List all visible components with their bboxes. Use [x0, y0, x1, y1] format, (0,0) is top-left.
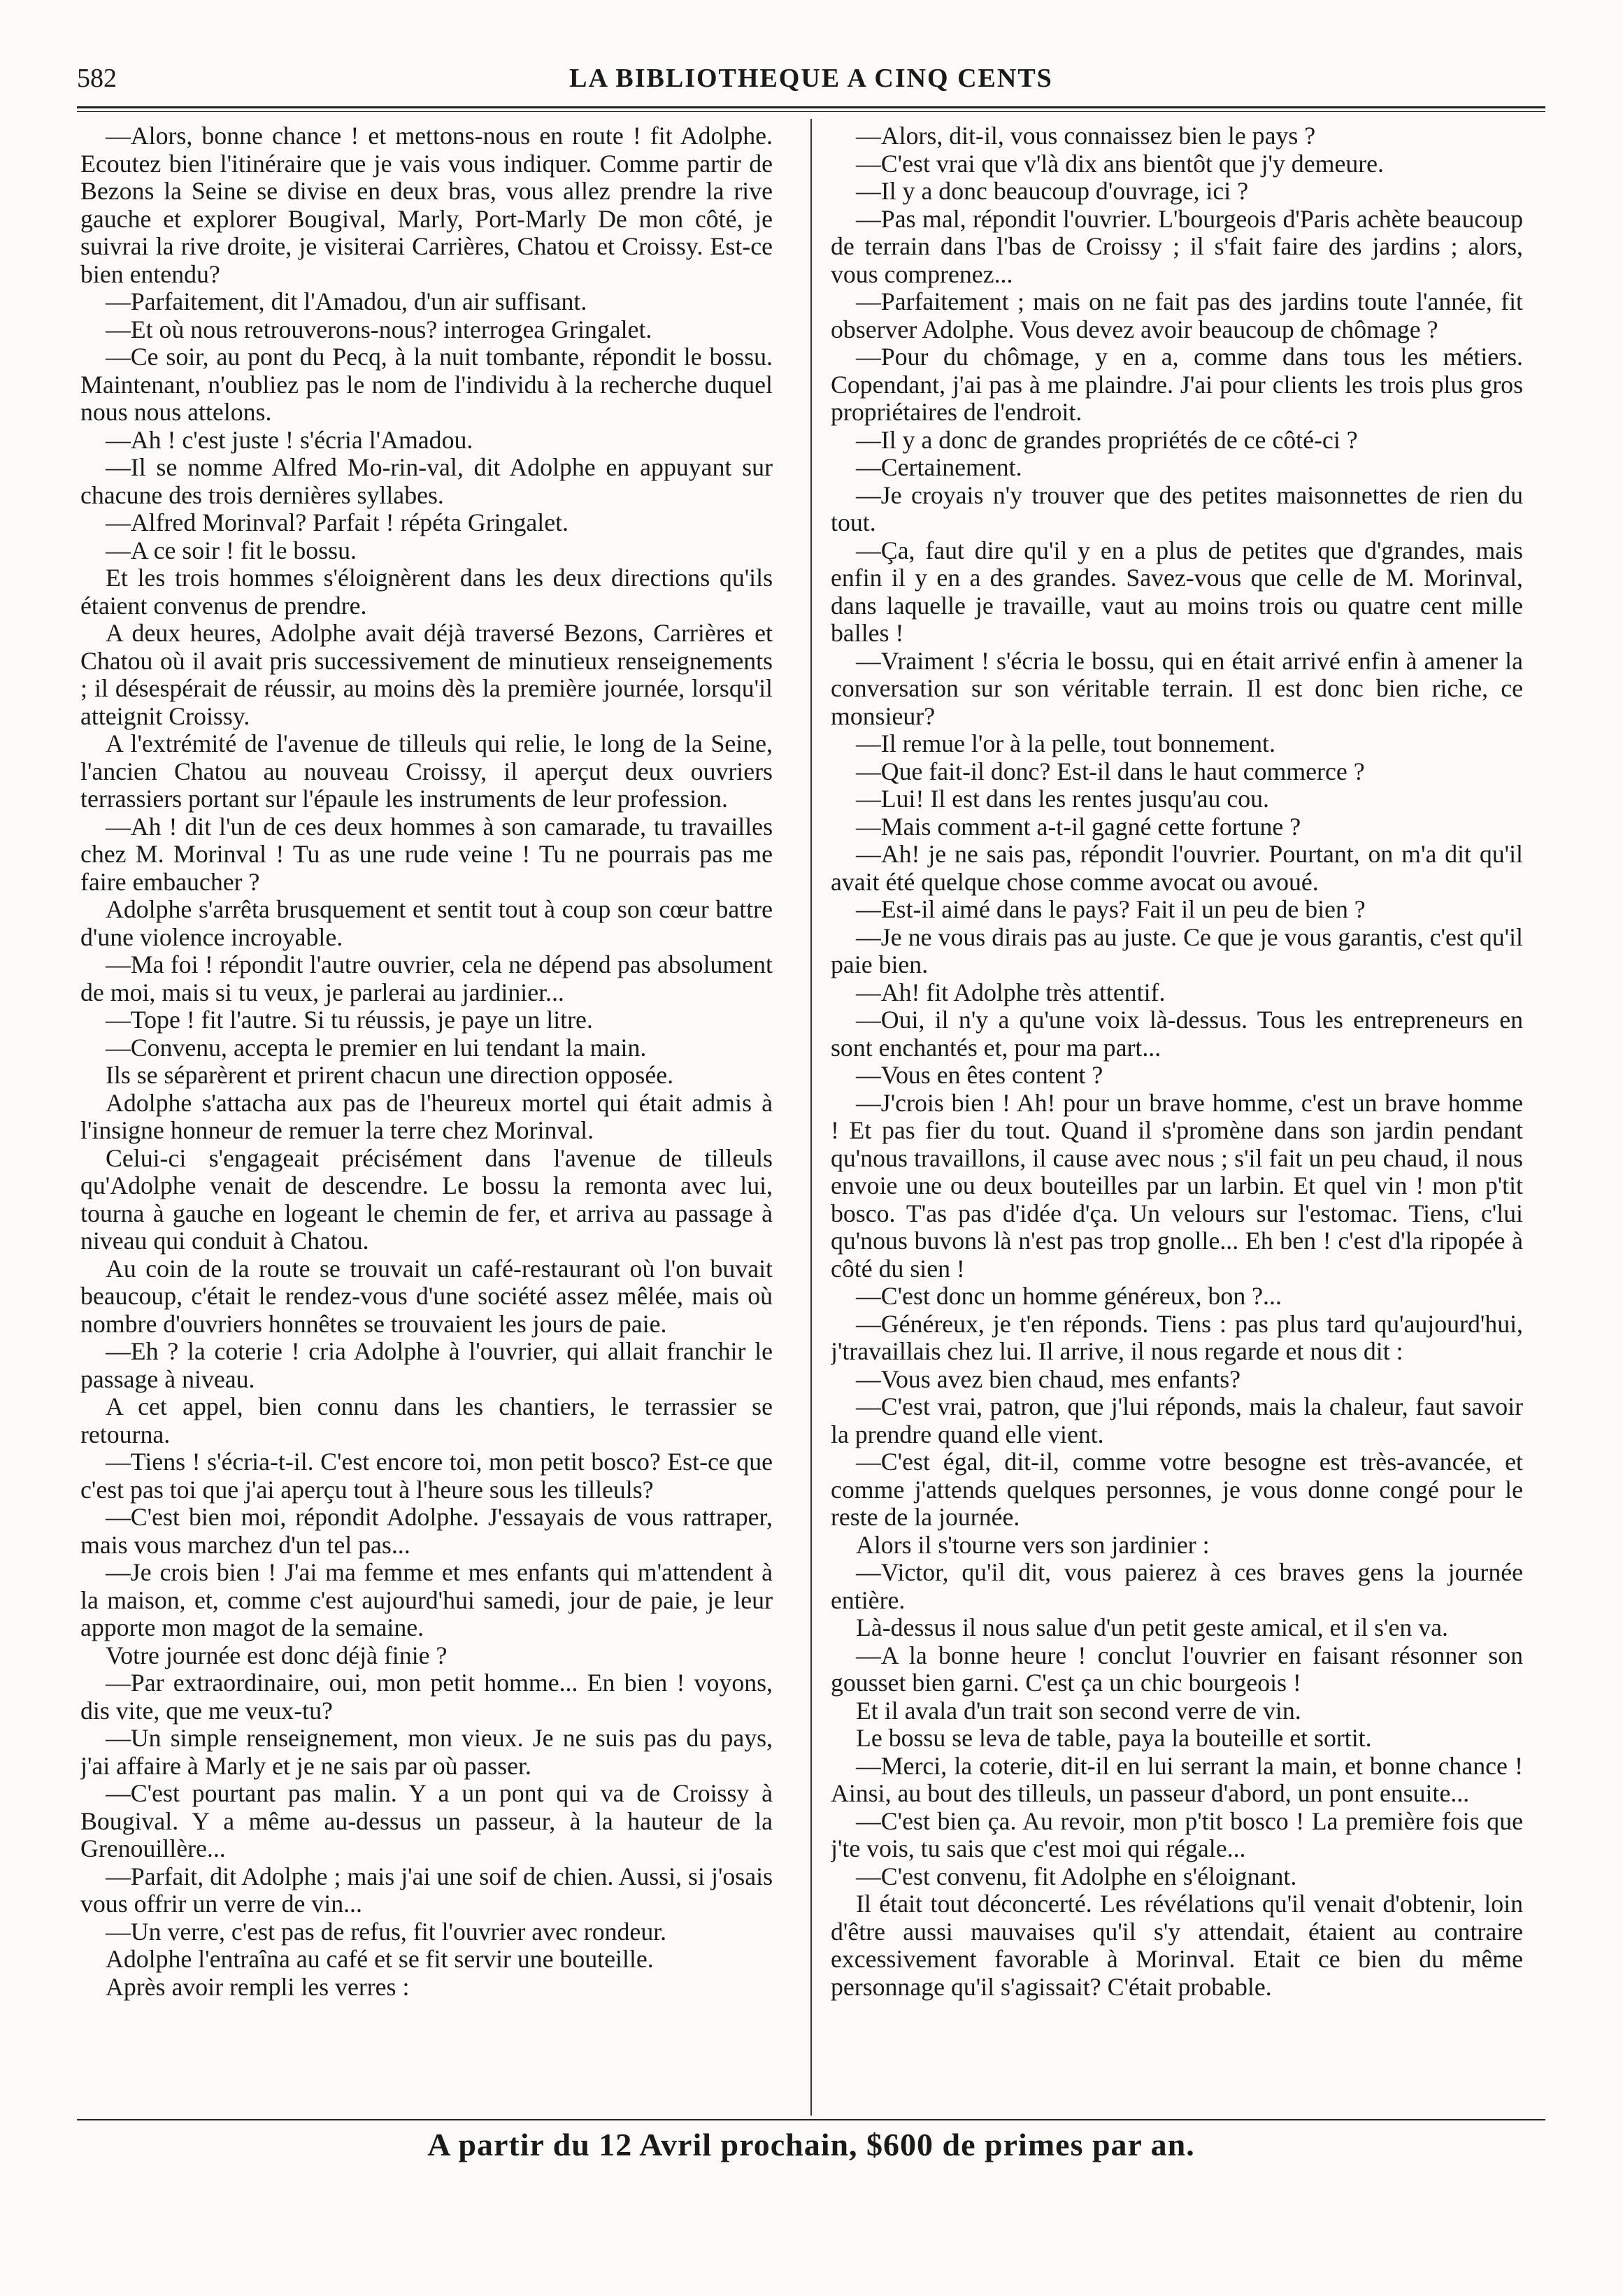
- right-column: [831, 122, 1523, 2112]
- paragraph: —Ma foi ! répondit l'autre ouvrier, cela ne dépend pas absolument de moi, mais si tu veux, je parlerai au jardinier...: [80, 950, 773, 1006]
- paragraph: —Convenu, accepta le premier en lui tendant la main.: [106, 1033, 647, 1062]
- paragraph: Là-dessus il nous salue d'un petit geste amical, et il s'en va.: [856, 1613, 1448, 1641]
- page-header: [77, 63, 1545, 105]
- paragraph: —A ce soir ! fit le bossu.: [106, 536, 357, 564]
- paragraph: —Tope ! fit l'autre. Si tu réussis, je paye un litre.: [106, 1006, 593, 1034]
- paragraph: —C'est bien moi, répondit Adolphe. J'essayais de vous rattraper, mais vous marchez d'un tel pas...: [80, 1503, 773, 1559]
- paragraph: —C'est bien ça. Au revoir, mon p'tit bosco ! La première fois que j'te vois, tu sais que c'est moi qui régale...: [831, 1806, 1523, 1862]
- paragraph: —C'est convenu, fit Adolphe en s'éloignant.: [856, 1862, 1297, 1890]
- paragraph: —Un verre, c'est pas de refus, fit l'ouvrier avec rondeur.: [106, 1917, 667, 1946]
- footer-banner: A partir du 12 Avril prochain, $600 de primes par an.: [427, 2127, 1195, 2162]
- paragraph: —Lui! Il est dans les rentes jusqu'au cou.: [856, 785, 1269, 813]
- paragraph: —Ah! fit Adolphe très attentif.: [856, 978, 1166, 1006]
- paragraph: —Pour du chômage, y en a, comme dans tous les métiers. Copendant, j'ai pas à me plaindre. J'ai pour clients les trois plus gros propriétaires de l'endroit.: [831, 343, 1523, 426]
- paragraph: —Vraiment ! s'écria le bossu, qui en était arrivé enfin à amener la conversation sur son véritable terrain. Il est donc bien riche, ce monsieur?: [831, 646, 1523, 730]
- paragraph: Celui-ci s'engageait précisément dans l'avenue de tilleuls qu'Adolphe venait de descendre. Le bossu la remonta avec lui, tourna à gauche en logeant le chemin de fer, et arriva au passage à niveau qui conduit à Chatou.: [80, 1143, 773, 1255]
- paragraph: —Je ne vous dirais pas au juste. Ce que je vous garantis, c'est qu'il paie bien.: [831, 922, 1523, 978]
- paragraph: Au coin de la route se trouvait un café-restaurant où l'on buvait beaucoup, c'était le rendez-vous d'une société assez mêlée, mais où nombre d'ouvriers honnêtes se trouvaient les jours de paie.: [80, 1254, 773, 1338]
- left-column: [80, 122, 773, 2112]
- paragraph: —Ce soir, au pont du Pecq, à la nuit tombante, répondit le bossu. Maintenant, n'oubliez pas le nom de l'individu à la recherche duquel nous nous attelons.: [80, 343, 773, 426]
- paragraph: —Par extraordinaire, oui, mon petit homme... En bien ! voyons, dis vite, que me veux-tu?: [80, 1669, 773, 1725]
- paragraph: A deux heures, Adolphe avait déjà traversé Bezons, Carrières et Chatou où il avait pris successivement de minutieux renseignements ; il désespérait de réussir, au moins dès la première journée, lorsqu'il atteignit Croissy.: [80, 619, 773, 730]
- paragraph: —Vous avez bien chaud, mes enfants?: [856, 1364, 1241, 1393]
- paragraph: —Tiens ! s'écria-t-il. C'est encore toi, mon petit bosco? Est-ce que c'est pas toi que j'ai aperçu tout à l'heure sous les tilleuls?: [80, 1448, 773, 1504]
- paragraph: Adolphe s'arrêta brusquement et sentit tout à coup son cœur battre d'une violence incroyable.: [80, 895, 773, 951]
- paragraph: —Un simple renseignement, mon vieux. Je ne suis pas du pays, j'ai affaire à Marly et je ne sais par où passer.: [80, 1724, 773, 1780]
- paragraph: —Je crois bien ! J'ai ma femme et mes enfants qui m'attendent à la maison, et, comme c'est aujourd'hui samedi, jour de paie, je leur apporte mon magot de la semaine.: [80, 1558, 773, 1641]
- paragraph: —J'crois bien ! Ah! pour un brave homme, c'est un brave homme ! Et pas fier du tout. Quand il s'promène dans son jardin pendant qu'nous travaillons, il cause avec nous ; s'il fait un peu chaud, il nous envoie une ou deux bouteilles par un larbin. Et quel vin ! mon p'tit bosco. T'as pas d'idée d'ça. Un velours sur l'estomac. Tiens, c'lui qu'nous buvons là n'est pas trop gnolle... Eh ben ! c'est d'la ripopée à côté du sien !: [831, 1088, 1523, 1283]
- paragraph: —Généreux, je t'en réponds. Tiens : pas plus tard qu'aujourd'hui, j'travaillais chez lui. Il arrive, il nous regarde et nous dit :: [831, 1309, 1523, 1365]
- paragraph: —Mais comment a-t-il gagné cette fortune ?: [856, 812, 1301, 841]
- paragraph: —Ah ! c'est juste ! s'écria l'Amadou.: [106, 425, 473, 454]
- paragraph: —Alors, bonne chance ! et mettons-nous en route ! fit Adolphe. Ecoutez bien l'itinéraire que je vais vous indiquer. Comme partir de Bezons la Seine se divise en deux bras, vous allez prendre la rive gauche et explorer Bougival, Marly, Port-Marly De mon côté, je suivrai la rive droite, je visiterai Carrières, Chatou et Croissy. Est-ce bien entendu?: [80, 122, 773, 288]
- paragraph: —Il remue l'or à la pelle, tout bonnement.: [856, 729, 1275, 757]
- header-rule: [77, 106, 1545, 112]
- paragraph: —Merci, la coterie, dit-il en lui serrant la main, et bonne chance ! Ainsi, au bout des tilleuls, un passeur d'abord, un pont ensuite...: [831, 1751, 1523, 1807]
- paragraph: —Alfred Morinval? Parfait ! répéta Gringalet.: [106, 508, 569, 536]
- column-divider: [810, 119, 812, 2116]
- paragraph: Et il avala d'un trait son second verre de vin.: [856, 1696, 1301, 1725]
- paragraph: —C'est égal, dit-il, comme votre besogne est très-avancée, et comme j'attends quelques personnes, je vous donne congé pour le reste de la journée.: [831, 1448, 1523, 1531]
- paragraph: —Parfaitement, dit l'Amadou, d'un air suffisant.: [106, 287, 587, 315]
- paragraph: Il était tout déconcerté. Les révélations qu'il venait d'obtenir, loin d'être aussi mauvaises qu'il s'y attendait, étaient au contraire excessivement favorable à Morinval. Etait ce bien du même personnage qu'il s'agissait? C'était probable.: [831, 1890, 1523, 2001]
- paragraph: —Je croyais n'y trouver que des petites maisonnettes de rien du tout.: [831, 480, 1523, 536]
- running-title: LA BIBLIOTHEQUE A CINQ CENTS: [569, 64, 1053, 93]
- paragraph: Votre journée est donc déjà finie ?: [106, 1641, 448, 1669]
- paragraph: A cet appel, bien connu dans les chantiers, le terrassier se retourna.: [80, 1392, 773, 1448]
- paragraph: Après avoir rempli les verres :: [106, 1972, 410, 2001]
- paragraph: —C'est donc un homme généreux, bon ?...: [856, 1282, 1282, 1310]
- paragraph: —Victor, qu'il dit, vous paierez à ces braves gens la journée entière.: [831, 1558, 1523, 1614]
- paragraph: —C'est pourtant pas malin. Y a un pont qui va de Croissy à Bougival. Y a même au-dessus un passeur, à la hauteur de la Grenouillère...: [80, 1779, 773, 1862]
- paragraph: —Parfait, dit Adolphe ; mais j'ai une soif de chien. Aussi, si j'osais vous offrir un verre de vin...: [80, 1862, 773, 1918]
- paragraph: Le bossu se leva de table, paya la bouteille et sortit.: [856, 1724, 1372, 1752]
- paragraph: —Eh ? la coterie ! cria Adolphe à l'ouvrier, qui allait franchir le passage à niveau.: [80, 1337, 773, 1393]
- paragraph: Adolphe s'attacha aux pas de l'heureux mortel qui était admis à l'insigne honneur de remuer la terre chez Morinval.: [80, 1088, 773, 1144]
- paragraph: —Certainement.: [856, 453, 1022, 481]
- paragraph: Adolphe l'entraîna au café et se fit servir une bouteille.: [106, 1945, 654, 1973]
- paragraph: Ils se séparèrent et prirent chacun une direction opposée.: [106, 1061, 674, 1089]
- paragraph: Et les trois hommes s'éloignèrent dans les deux directions qu'ils étaient convenus de prendre.: [80, 564, 773, 620]
- paragraph: —Il y a donc de grandes propriétés de ce côté-ci ?: [856, 425, 1358, 454]
- paragraph: —Alors, dit-il, vous connaissez bien le pays ?: [856, 122, 1316, 150]
- paragraph: —Ah! je ne sais pas, répondit l'ouvrier. Pourtant, on m'a dit qu'il avait été quelque chose comme avocat ou avoué.: [831, 840, 1523, 896]
- footer-rule: [77, 2119, 1545, 2120]
- paragraph: —Ça, faut dire qu'il y en a plus de petites que d'grandes, mais enfin il y en a des grandes. Savez-vous que celle de M. Morinval, dans laquelle je travaille, vaut au moins trois ou quatre cent mille balles !: [831, 536, 1523, 647]
- paragraph: —C'est vrai, patron, que j'lui réponds, mais la chaleur, faut savoir la prendre quand elle vient.: [831, 1392, 1523, 1448]
- paragraph: —Oui, il n'y a qu'une voix là-dessus. Tous les entrepreneurs en sont enchantés et, pour ma part...: [831, 1006, 1523, 1062]
- paragraph: —Ah ! dit l'un de ces deux hommes à son camarade, tu travailles chez M. Morinval ! Tu as une rude veine ! Tu ne pourrais pas me faire embaucher ?: [80, 812, 773, 896]
- paragraph: —Pas mal, répondit l'ouvrier. L'bourgeois d'Paris achète beaucoup de terrain dans l'bas de Croissy ; il s'fait faire des jardins ; alors, vous comprenez...: [831, 204, 1523, 288]
- paragraph: —Que fait-il donc? Est-il dans le haut commerce ?: [856, 757, 1365, 785]
- paragraph: —Et où nous retrouverons-nous? interrogea Gringalet.: [106, 315, 652, 343]
- paragraph: —Vous en êtes content ?: [856, 1061, 1103, 1089]
- paragraph: —Il y a donc beaucoup d'ouvrage, ici ?: [856, 177, 1249, 205]
- paragraph: —A la bonne heure ! conclut l'ouvrier en faisant résonner son gousset bien garni. C'est ça un chic bourgeois !: [831, 1641, 1523, 1697]
- paragraph: —Il se nomme Alfred Mo-rin-val, dit Adolphe en appuyant sur chacune des trois dernières syllabes.: [80, 453, 773, 509]
- paragraph: —Est-il aimé dans le pays? Fait il un peu de bien ?: [856, 895, 1366, 923]
- paragraph: —Parfaitement ; mais on ne fait pas des jardins toute l'année, fit observer Adolphe. Vous devez avoir beaucoup de chômage ?: [831, 287, 1523, 343]
- page-number: 582: [77, 64, 117, 93]
- paragraph: A l'extrémité de l'avenue de tilleuls qui relie, le long de la Seine, l'ancien Chatou au nouveau Croissy, il aperçut deux ouvriers terrassiers portant sur l'épaule les instruments de leur profession.: [80, 729, 773, 813]
- paragraph: Alors il s'tourne vers son jardinier :: [856, 1530, 1210, 1559]
- paragraph: —C'est vrai que v'là dix ans bientôt que j'y demeure.: [856, 149, 1384, 178]
